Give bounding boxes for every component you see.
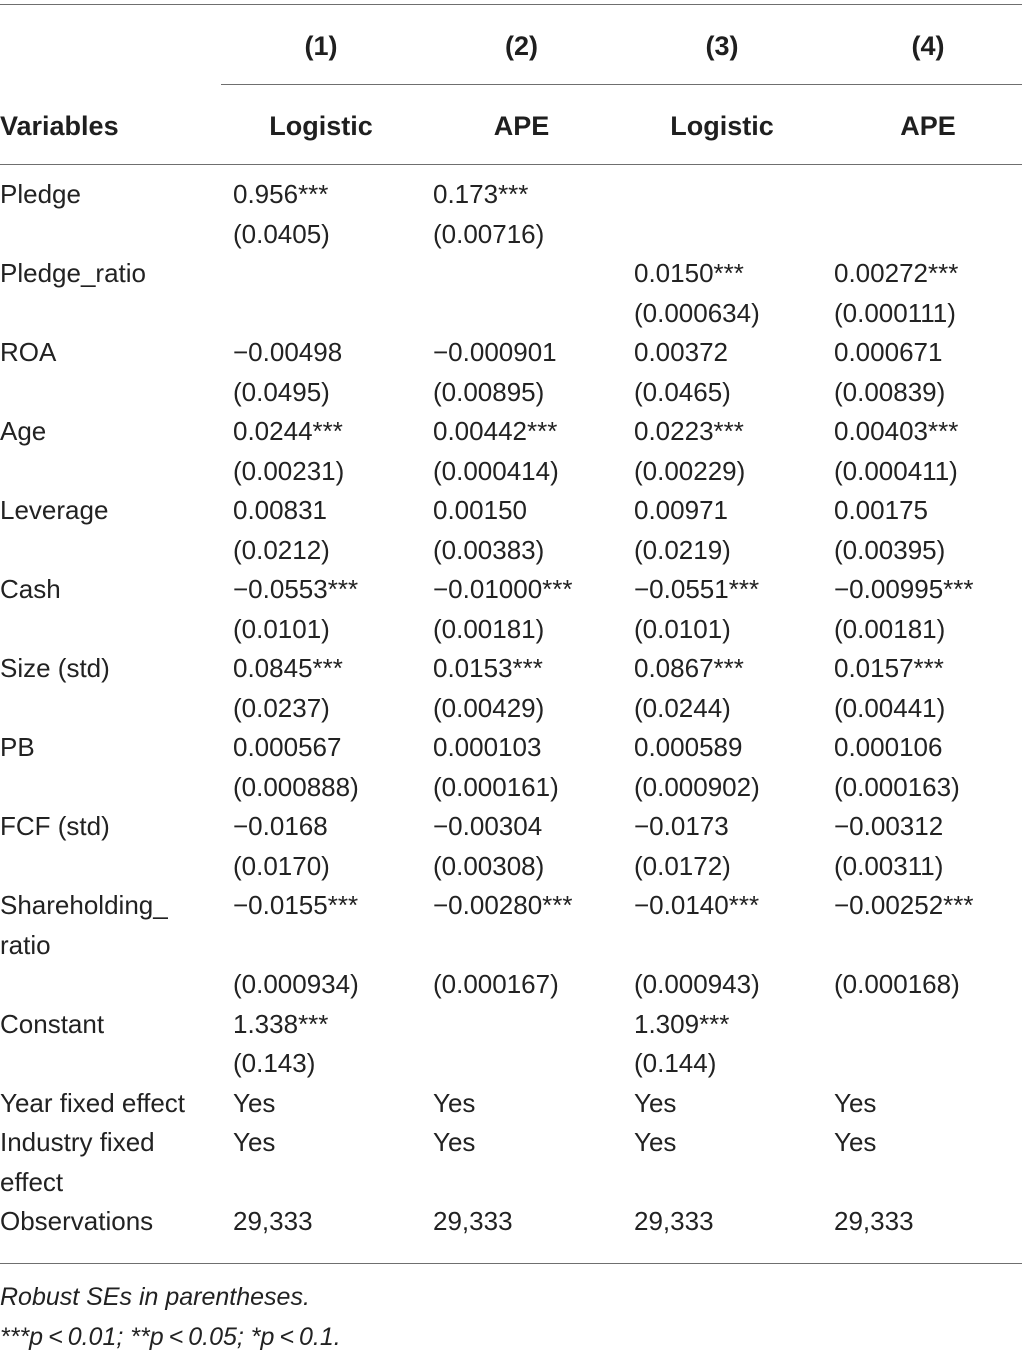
table-notes (0, 1277, 341, 1357)
table-row (0, 926, 1022, 966)
table-row (0, 254, 1022, 333)
coefficient: 0.0153*** (433, 653, 543, 683)
header-model-2: (2) (505, 31, 538, 61)
standard-error: (0.000167) (433, 969, 559, 999)
coefficient (634, 175, 834, 215)
header-type-1: Logistic (269, 111, 373, 141)
variable-name: Year fixed effect (0, 1087, 186, 1118)
table-row (0, 491, 1022, 570)
table-row (0, 1202, 1022, 1242)
table-bottom-rule (0, 1263, 1022, 1264)
coefficient: −0.0551*** (634, 574, 760, 604)
standard-error: (0.0465) (634, 376, 731, 407)
standard-error: (0.00181) (834, 613, 946, 644)
header-spanner-rule (221, 84, 1022, 85)
standard-error: (0.0219) (634, 534, 731, 565)
standard-error (834, 215, 1022, 255)
standard-error (433, 1044, 634, 1084)
standard-error: (0.0495) (233, 376, 330, 407)
coefficient: −0.0155*** (233, 890, 359, 920)
table-row (0, 412, 1022, 491)
note-robust-se: Robust SEs in parentheses. (0, 1283, 310, 1311)
header-variables: Variables (0, 111, 119, 141)
header-model-1: (1) (304, 31, 338, 61)
coefficient (433, 1005, 634, 1045)
coefficient: 1.309*** (634, 1008, 730, 1039)
coefficient: 0.000103 (433, 732, 542, 762)
standard-error: (0.0244) (634, 692, 731, 723)
variable-name: Constant (0, 1008, 105, 1039)
variable-name: Observations (0, 1206, 154, 1236)
table-row (0, 570, 1022, 649)
variable-name: Cash (0, 574, 61, 604)
variable-name-continued: ratio (0, 929, 51, 960)
cell-value: Yes (233, 1087, 276, 1118)
coefficient: 0.0845*** (233, 653, 343, 683)
coefficient (834, 1005, 1022, 1045)
standard-error: (0.000934) (233, 969, 359, 999)
cell-value: Yes (634, 1127, 677, 1157)
standard-error: (0.0237) (233, 692, 330, 723)
variable-name: Shareholding_ (0, 890, 168, 920)
standard-error: (0.143) (233, 1048, 316, 1078)
coefficient: 0.956*** (233, 179, 329, 209)
standard-error: (0.00895) (433, 376, 545, 407)
coefficient: 0.00272*** (834, 258, 959, 288)
coefficient: 1.338*** (233, 1008, 329, 1039)
variable-name: FCF (std) (0, 811, 110, 841)
header-model-3: (3) (705, 31, 739, 61)
variable-name-line: effect (0, 1166, 64, 1197)
table-row (0, 1123, 1022, 1202)
coefficient: −0.00498 (233, 337, 343, 367)
note-significance: ***p < 0.01; **p < 0.05; *p < 0.1. (0, 1323, 341, 1351)
coefficient: −0.0173 (634, 811, 729, 841)
header-type-4: APE (900, 111, 956, 141)
cell-value: Yes (634, 1087, 677, 1118)
standard-error: (0.000111) (834, 297, 956, 328)
regression-table (0, 175, 1022, 1242)
standard-error: (0.000888) (233, 771, 359, 802)
standard-error: (0.00716) (433, 218, 545, 249)
cell-value: 29,333 (233, 1206, 313, 1236)
cell-value: Yes (834, 1127, 877, 1157)
standard-error: (0.00441) (834, 692, 946, 723)
table-row (0, 807, 1022, 886)
coefficient: −0.0168 (233, 811, 328, 841)
coefficient: −0.00312 (834, 811, 944, 841)
standard-error: (0.0212) (233, 534, 330, 565)
cell-value: Yes (233, 1127, 276, 1157)
coefficient: 0.00971 (634, 495, 728, 525)
coefficient (433, 254, 634, 294)
standard-error: (0.00308) (433, 850, 545, 881)
standard-error: (0.000168) (834, 969, 960, 999)
standard-error: (0.00231) (233, 455, 345, 486)
standard-error: (0.0170) (233, 850, 330, 881)
coefficient: −0.01000*** (433, 574, 573, 604)
coefficient: 0.00150 (433, 495, 527, 525)
standard-error: (0.00839) (834, 376, 946, 407)
header-model-4: (4) (911, 31, 945, 61)
header-type-3: Logistic (670, 111, 774, 141)
standard-error: (0.00383) (433, 534, 545, 565)
standard-error: (0.00311) (834, 850, 944, 881)
header-type-2: APE (493, 111, 550, 141)
variable-name: PB (0, 732, 35, 762)
standard-error: (0.000634) (634, 297, 760, 328)
standard-error: (0.00181) (433, 613, 545, 644)
coefficient: 0.0157*** (834, 653, 944, 683)
standard-error: (0.144) (634, 1048, 717, 1078)
table-top-rule (0, 4, 1022, 5)
coefficient: 0.00442*** (433, 416, 558, 446)
coefficient (834, 175, 1022, 215)
standard-error: (0.00395) (834, 534, 946, 565)
variable-name: Pledge (0, 179, 81, 209)
coefficient: 0.00831 (233, 495, 327, 525)
coefficient: −0.00280*** (433, 890, 573, 920)
coefficient: −0.00304 (433, 811, 543, 841)
coefficient: 0.0867*** (634, 653, 744, 683)
coefficient: −0.00995*** (834, 574, 974, 604)
variable-name: Size (std) (0, 653, 110, 683)
table-row (0, 649, 1022, 728)
table-row (0, 728, 1022, 807)
coefficient: 0.0244*** (233, 416, 343, 446)
standard-error: (0.0172) (634, 850, 731, 881)
coefficient: 0.173*** (433, 179, 529, 209)
standard-error: (0.0101) (634, 613, 731, 644)
coefficient: 0.0150*** (634, 258, 744, 288)
standard-error: (0.000411) (834, 455, 958, 486)
standard-error: (0.0405) (233, 218, 330, 249)
header-bottom-rule (0, 164, 1022, 165)
standard-error: (0.000161) (433, 771, 559, 802)
cell-value: Yes (433, 1087, 476, 1118)
cell-value: 29,333 (634, 1206, 714, 1236)
regression-table-body (0, 175, 1022, 1242)
standard-error: (0.000943) (634, 969, 760, 999)
coefficient: 0.0223*** (634, 416, 744, 446)
coefficient: 0.000671 (834, 337, 943, 367)
variable-name: Age (0, 416, 47, 446)
cell-value: Yes (433, 1127, 476, 1157)
coefficient: −0.00252*** (834, 890, 974, 920)
table-row (0, 886, 1022, 926)
standard-error: (0.000163) (834, 771, 960, 802)
coefficient: 0.00175 (834, 495, 928, 525)
coefficient: 0.00403*** (834, 416, 959, 446)
variable-name: Leverage (0, 495, 109, 525)
coefficient: 0.000106 (834, 732, 943, 762)
coefficient: 0.00372 (634, 337, 728, 367)
standard-error (433, 294, 634, 334)
table-row (0, 1005, 1022, 1084)
coefficient: 0.000589 (634, 732, 743, 762)
table-row (0, 1084, 1022, 1124)
variable-name (0, 1123, 233, 1202)
coefficient: 0.000567 (233, 732, 342, 762)
coefficient: −0.0553*** (233, 574, 359, 604)
variable-name: ROA (0, 337, 57, 367)
table-row (0, 333, 1022, 412)
coefficient: −0.000901 (433, 337, 557, 367)
coefficient: −0.0140*** (634, 890, 760, 920)
standard-error (834, 1044, 1022, 1084)
variable-name: Pledge_ratio (0, 258, 146, 288)
standard-error (634, 215, 834, 255)
cell-value: 29,333 (834, 1206, 914, 1236)
standard-error: (0.000414) (433, 455, 559, 486)
cell-value: Yes (834, 1087, 877, 1118)
standard-error: (0.00229) (634, 455, 746, 486)
standard-error: (0.00429) (433, 692, 545, 723)
standard-error: (0.000902) (634, 771, 760, 802)
cell-value: 29,333 (433, 1206, 513, 1236)
table-row (0, 175, 1022, 254)
standard-error (233, 294, 433, 334)
variable-name-line: Industry fixed (0, 1127, 155, 1157)
coefficient (233, 254, 433, 294)
standard-error: (0.0101) (233, 613, 330, 644)
table-row (0, 965, 1022, 1005)
